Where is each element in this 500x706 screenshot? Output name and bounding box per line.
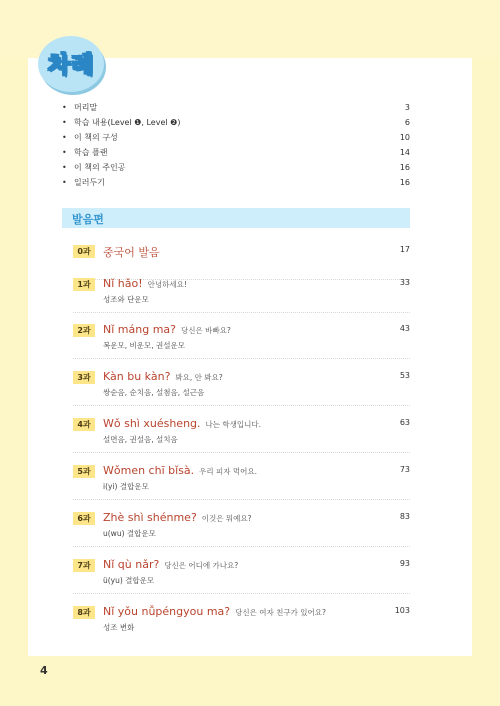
lesson-title [103,464,257,477]
intro-item-label: 이 책의 구성 [74,133,118,142]
intro-item-page: 6 [404,118,410,127]
intro-item-label: 이 책의 주인공 [74,163,126,172]
divider [73,593,410,594]
lesson-title [103,417,261,430]
bottom-band [0,656,500,706]
lesson-page: 103 [394,606,410,615]
divider [73,452,410,453]
lesson-tag: 4과 [73,418,95,431]
bullet-icon: • [62,103,67,112]
lesson-tag: 3과 [73,371,95,384]
lesson-subtitle: 봐요, 안 봐요? [175,373,223,382]
intro-item-label: 일러두기 [74,178,105,187]
lesson-page: 17 [399,245,410,254]
intro-item[interactable] [62,100,410,115]
divider [73,312,410,313]
lesson-page: 43 [399,324,410,333]
lesson-description: i(yi) 결합운모 [103,482,149,491]
lesson-title-text: 중국어 발음 [103,246,160,259]
lesson-subtitle: 나는 학생입니다. [205,420,262,429]
lesson-subtitle: 우리 피자 먹어요. [199,467,258,476]
intro-item[interactable] [62,145,410,160]
lesson-page: 93 [399,559,410,568]
lesson-description: ü(yu) 결합운모 [103,576,155,585]
lesson-title [103,370,223,383]
lesson-tag: 7과 [73,559,95,572]
divider [73,405,410,406]
lesson-tag: 8과 [73,606,95,619]
section-header [62,208,410,228]
lesson-subtitle: 당신은 바빠요? [180,326,231,335]
lesson-tag: 6과 [73,512,95,525]
intro-item-page: 16 [399,163,410,172]
bullet-icon: • [62,118,67,127]
lesson-description: 성조 변화 [103,623,135,632]
section-title: 발음편 [72,213,104,226]
intro-item-label: 학습 플랜 [74,148,108,157]
lesson-tag: 1과 [73,278,95,291]
intro-item-page: 10 [399,133,410,142]
bullet-icon: • [62,148,67,157]
intro-item-page: 16 [399,178,410,187]
page-title: 차례 [47,52,95,78]
lesson-title [103,244,160,260]
lesson-description: u(wu) 결합운모 [103,529,156,538]
intro-item[interactable] [62,160,410,175]
lesson-title-text: Zhè shì shénme? [103,511,197,524]
lesson-description: 쌍순음, 순치음, 설첨음, 설근음 [103,388,205,397]
lesson-tag: 0과 [73,245,95,258]
bullet-icon: • [62,178,67,187]
lesson-subtitle: 안녕하세요! [147,280,187,289]
lesson-title-text: Nǐ yǒu nǚpéngyou ma? [103,605,231,618]
page-number: 4 [40,664,48,677]
lesson-title [103,323,231,336]
lesson-tag: 2과 [73,324,95,337]
intro-item[interactable] [62,115,410,130]
lesson-page: 33 [399,278,410,287]
lesson-title [103,277,187,290]
lesson-subtitle: 이것은 뭐예요? [201,514,252,523]
lesson-description: 성조와 단운모 [103,295,149,304]
intro-item[interactable] [62,130,410,145]
intro-item-label: 머리말 [74,103,98,112]
lesson-tag: 5과 [73,465,95,478]
intro-list [62,100,410,190]
lesson-description: 복운모, 비운모, 권설운모 [103,341,185,350]
divider [73,546,410,547]
intro-item-page: 14 [399,148,410,157]
lesson-title-text: Nǐ qù nǎr? [103,558,160,571]
lesson-title-text: Nǐ máng ma? [103,323,176,336]
lesson-subtitle: 당신은 어디에 가나요? [164,561,239,570]
lesson-page: 63 [399,418,410,427]
lesson-subtitle: 당신은 여자 친구가 있어요? [235,608,326,617]
lesson-title [103,558,238,571]
lesson-title-text: Wǒmen chī bǐsà. [103,464,195,477]
intro-item[interactable] [62,175,410,190]
lesson-title-text: Wǒ shì xuésheng. [103,417,201,430]
bullet-icon: • [62,163,67,172]
bullet-icon: • [62,133,67,142]
divider [73,358,410,359]
lesson-title-text: Nǐ hǎo! [103,277,143,290]
lesson-title [103,511,252,524]
lesson-description: 설면음, 권설음, 설치음 [103,435,178,444]
lesson-page: 53 [399,371,410,380]
intro-item-label: 학습 내용(Level ❶, Level ❷) [74,118,181,127]
intro-item-page: 3 [404,103,410,112]
lesson-page: 73 [399,465,410,474]
lesson-page: 83 [399,512,410,521]
lesson-title-text: Kàn bu kàn? [103,370,171,383]
lesson-title [103,605,326,618]
divider [73,499,410,500]
